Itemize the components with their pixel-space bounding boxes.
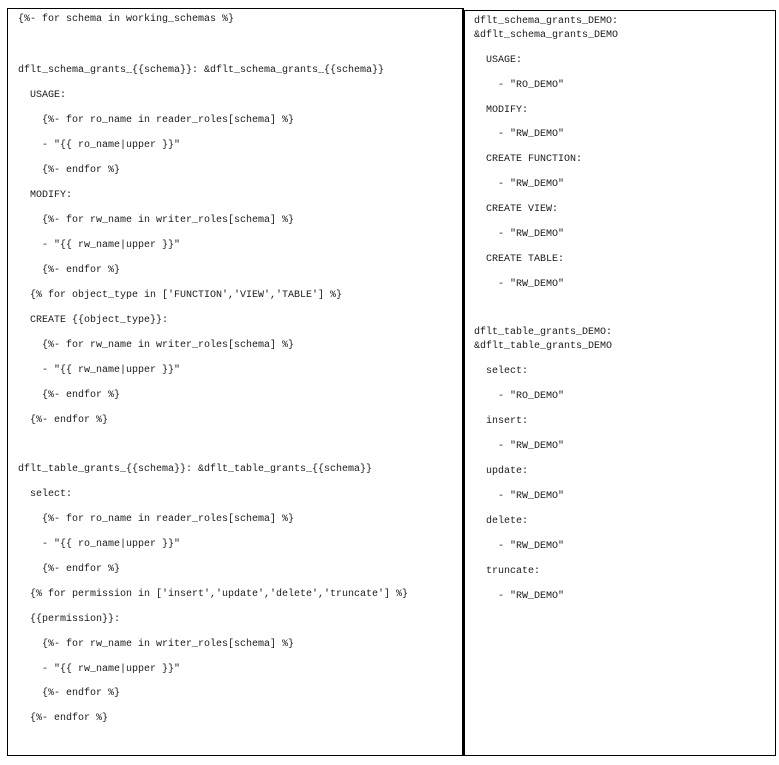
code-line: {%- endfor %}	[30, 713, 109, 724]
code-line: {%- endfor %}	[42, 564, 121, 575]
code-line: CREATE FUNCTION:	[486, 154, 583, 165]
code-line: CREATE TABLE:	[486, 254, 565, 265]
code-line: - "RW_DEMO"	[498, 179, 565, 190]
code-line: update:	[486, 466, 529, 477]
code-line: MODIFY:	[30, 190, 73, 201]
code-line: - "{{ rw_name|upper }}"	[42, 365, 181, 376]
code-line: USAGE:	[30, 90, 67, 101]
code-line: {%- for ro_name in reader_roles[schema] %}	[42, 115, 295, 126]
code-line: dflt_table_grants_DEMO:	[474, 327, 613, 338]
code-line: insert:	[486, 416, 529, 427]
code-line: {{permission}}:	[30, 614, 121, 625]
code-line: {% for permission in ['insert','update','delete','truncate'] %}	[30, 589, 409, 600]
code-line: {%- endfor %}	[42, 165, 121, 176]
code-line: CREATE VIEW:	[486, 204, 559, 215]
code-line: {%- for rw_name in writer_roles[schema] %}	[42, 215, 295, 226]
code-line: - "RW_DEMO"	[498, 441, 565, 452]
code-line: - "RW_DEMO"	[498, 129, 565, 140]
code-line: &dflt_schema_grants_DEMO	[474, 30, 619, 41]
code-line: - "RW_DEMO"	[498, 491, 565, 502]
code-line: - "RW_DEMO"	[498, 541, 565, 552]
code-line: - "{{ ro_name|upper }}"	[42, 539, 181, 550]
code-line: {%- endfor %}	[42, 265, 121, 276]
code-line: - "{{ rw_name|upper }}"	[42, 664, 181, 675]
code-line: USAGE:	[486, 55, 523, 66]
code-line: select:	[30, 489, 73, 500]
code-line: dflt_table_grants_{{schema}}: &dflt_table_grants_{{schema}}	[18, 464, 373, 475]
code-line: - "RO_DEMO"	[498, 391, 565, 402]
code-line: delete:	[486, 516, 529, 527]
code-line: - "{{ ro_name|upper }}"	[42, 140, 181, 151]
code-line: {%- for rw_name in writer_roles[schema] %}	[42, 639, 295, 650]
code-line: - "RW_DEMO"	[498, 229, 565, 240]
code-line: {%- for ro_name in reader_roles[schema] %}	[42, 514, 295, 525]
code-line: dflt_schema_grants_DEMO:	[474, 16, 619, 27]
code-line: - "RW_DEMO"	[498, 591, 565, 602]
code-line: {%- endfor %}	[42, 390, 121, 401]
rendered-output-panel	[463, 10, 776, 756]
code-line: {%- endfor %}	[42, 688, 121, 699]
code-line: {% for object_type in ['FUNCTION','VIEW','TABLE'] %}	[30, 290, 343, 301]
template-panel	[7, 8, 464, 756]
code-line: CREATE {{object_type}}:	[30, 315, 169, 326]
code-line: {%- for rw_name in writer_roles[schema] %}	[42, 340, 295, 351]
code-line: MODIFY:	[486, 105, 529, 116]
code-line: {%- for schema in working_schemas %}	[18, 14, 235, 25]
code-line: &dflt_table_grants_DEMO	[474, 341, 613, 352]
code-line: - "RW_DEMO"	[498, 279, 565, 290]
code-line: - "RO_DEMO"	[498, 80, 565, 91]
code-line: - "{{ rw_name|upper }}"	[42, 240, 181, 251]
code-line: {%- endfor %}	[30, 415, 109, 426]
code-line: select:	[486, 366, 529, 377]
code-line: truncate:	[486, 566, 541, 577]
code-line: dflt_schema_grants_{{schema}}: &dflt_schema_grants_{{schema}}	[18, 65, 385, 76]
